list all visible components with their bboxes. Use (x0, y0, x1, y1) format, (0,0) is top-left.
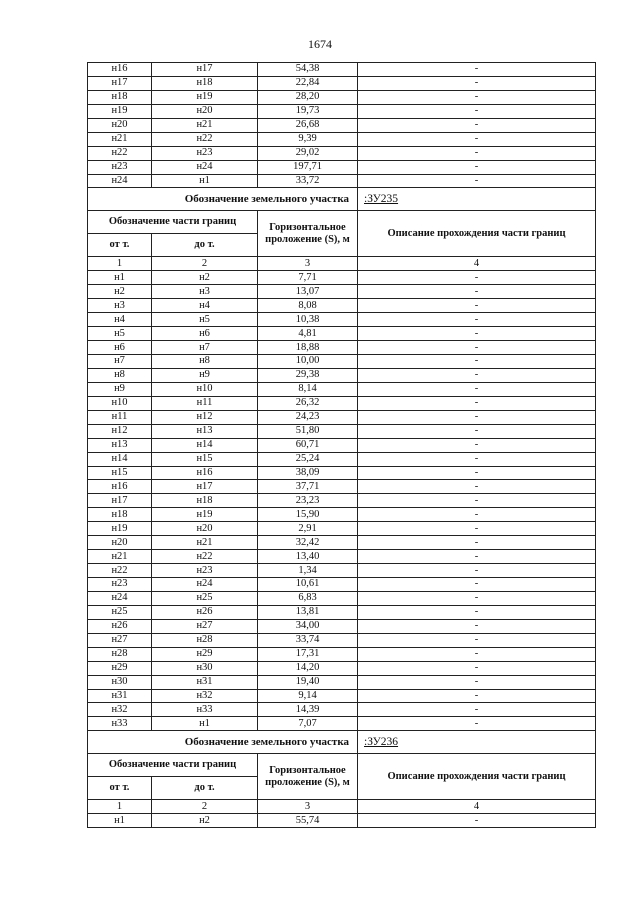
table-row (88, 118, 596, 132)
from-point-cell: н11 (88, 410, 152, 424)
to-point-cell: н13 (152, 424, 258, 438)
from-point-cell: н4 (88, 313, 152, 327)
column-number-cell: 2 (152, 800, 258, 814)
column-number-row (88, 800, 596, 814)
to-point-cell: н19 (152, 90, 258, 104)
column-header-row (88, 754, 596, 777)
column-number-cell: 1 (88, 800, 152, 814)
from-point-cell: н31 (88, 689, 152, 703)
table-row (88, 410, 596, 424)
to-point-cell: н5 (152, 313, 258, 327)
distance-cell: 4,81 (258, 327, 358, 341)
from-point-cell: н10 (88, 396, 152, 410)
from-point-cell: н14 (88, 452, 152, 466)
to-point-cell: н23 (152, 146, 258, 160)
to-point-cell: н9 (152, 368, 258, 382)
table-row (88, 271, 596, 285)
distance-cell: 33,74 (258, 633, 358, 647)
column-number-cell: 4 (358, 257, 596, 271)
boundary-table (87, 62, 596, 828)
table-row (88, 689, 596, 703)
from-point-cell: н30 (88, 675, 152, 689)
horizontal-distance-header: Горизонтальное проложение (S), м (258, 754, 358, 800)
from-point-cell: н25 (88, 605, 152, 619)
from-point-cell: н19 (88, 104, 152, 118)
to-point-cell: н14 (152, 438, 258, 452)
distance-cell: 29,02 (258, 146, 358, 160)
parcel-header-row (88, 188, 596, 211)
description-cell: - (358, 368, 596, 382)
column-number-cell: 3 (258, 800, 358, 814)
table-row (88, 132, 596, 146)
to-point-cell: н26 (152, 605, 258, 619)
distance-cell: 24,23 (258, 410, 358, 424)
distance-cell: 197,71 (258, 160, 358, 174)
description-cell: - (358, 438, 596, 452)
table-row (88, 675, 596, 689)
description-cell: - (358, 355, 596, 369)
to-point-cell: н12 (152, 410, 258, 424)
description-cell: - (358, 104, 596, 118)
distance-cell: 10,38 (258, 313, 358, 327)
table-row (88, 661, 596, 675)
to-point-cell: н27 (152, 619, 258, 633)
table-row (88, 285, 596, 299)
description-cell: - (358, 174, 596, 188)
description-cell: - (358, 675, 596, 689)
table-row (88, 146, 596, 160)
from-point-cell: н33 (88, 717, 152, 731)
table-row (88, 564, 596, 578)
description-cell: - (358, 591, 596, 605)
from-point-cell: н9 (88, 382, 152, 396)
parcel-header-row (88, 731, 596, 754)
description-cell: - (358, 396, 596, 410)
to-point-cell: н8 (152, 355, 258, 369)
distance-cell: 18,88 (258, 341, 358, 355)
from-point-cell: н17 (88, 76, 152, 90)
table-row (88, 522, 596, 536)
from-point-cell: н22 (88, 564, 152, 578)
description-cell: - (358, 285, 596, 299)
table-row (88, 327, 596, 341)
distance-cell: 22,84 (258, 76, 358, 90)
description-cell: - (358, 703, 596, 717)
table-row (88, 63, 596, 77)
to-point-cell: н24 (152, 160, 258, 174)
description-cell: - (358, 382, 596, 396)
distance-cell: 55,74 (258, 814, 358, 828)
distance-cell: 7,07 (258, 717, 358, 731)
from-point-cell: н27 (88, 633, 152, 647)
table-row (88, 466, 596, 480)
to-point-cell: н17 (152, 480, 258, 494)
distance-cell: 17,31 (258, 647, 358, 661)
table-row (88, 717, 596, 731)
distance-cell: 8,08 (258, 299, 358, 313)
to-point-cell: н24 (152, 578, 258, 592)
distance-cell: 51,80 (258, 424, 358, 438)
description-cell: - (358, 633, 596, 647)
distance-cell: 19,73 (258, 104, 358, 118)
table-row (88, 438, 596, 452)
distance-cell: 10,61 (258, 578, 358, 592)
description-cell: - (358, 480, 596, 494)
from-point-cell: н16 (88, 480, 152, 494)
table-row (88, 104, 596, 118)
description-cell: - (358, 341, 596, 355)
distance-cell: 9,14 (258, 689, 358, 703)
from-point-cell: н29 (88, 661, 152, 675)
to-point-cell: н3 (152, 285, 258, 299)
description-cell: - (358, 90, 596, 104)
from-point-cell: н5 (88, 327, 152, 341)
to-point-cell: н29 (152, 647, 258, 661)
description-cell: - (358, 536, 596, 550)
description-cell: - (358, 578, 596, 592)
table-row (88, 452, 596, 466)
table-row (88, 355, 596, 369)
description-cell: - (358, 647, 596, 661)
from-point-cell: н18 (88, 90, 152, 104)
from-point-cell: н23 (88, 578, 152, 592)
from-point-cell: н22 (88, 146, 152, 160)
distance-cell: 13,81 (258, 605, 358, 619)
description-cell: - (358, 410, 596, 424)
distance-cell: 23,23 (258, 494, 358, 508)
to-point-cell: н23 (152, 564, 258, 578)
table-row (88, 578, 596, 592)
from-point-cell: н24 (88, 591, 152, 605)
parcel-designation: :ЗУ236 (358, 731, 596, 754)
distance-cell: 7,71 (258, 271, 358, 285)
description-cell: - (358, 508, 596, 522)
to-point-cell: н32 (152, 689, 258, 703)
table-row (88, 313, 596, 327)
to-point-cell: н33 (152, 703, 258, 717)
description-cell: - (358, 313, 596, 327)
distance-cell: 60,71 (258, 438, 358, 452)
to-point-header: до т. (152, 777, 258, 800)
from-point-cell: н32 (88, 703, 152, 717)
from-point-cell: н17 (88, 494, 152, 508)
description-cell: - (358, 619, 596, 633)
from-point-cell: н8 (88, 368, 152, 382)
distance-cell: 28,20 (258, 90, 358, 104)
description-cell: - (358, 466, 596, 480)
table-row (88, 341, 596, 355)
table-row (88, 550, 596, 564)
table-row (88, 382, 596, 396)
column-number-row (88, 257, 596, 271)
distance-cell: 14,39 (258, 703, 358, 717)
description-cell: - (358, 146, 596, 160)
table-row (88, 494, 596, 508)
parcel-label: Обозначение земельного участка (88, 731, 358, 754)
description-cell: - (358, 522, 596, 536)
description-cell: - (358, 160, 596, 174)
description-cell: - (358, 452, 596, 466)
to-point-cell: н2 (152, 271, 258, 285)
table-row (88, 536, 596, 550)
to-point-header: до т. (152, 234, 258, 257)
from-point-cell: н15 (88, 466, 152, 480)
table-row (88, 174, 596, 188)
to-point-cell: н1 (152, 717, 258, 731)
to-point-cell: н16 (152, 466, 258, 480)
distance-cell: 33,72 (258, 174, 358, 188)
distance-cell: 2,91 (258, 522, 358, 536)
description-cell: - (358, 550, 596, 564)
description-cell: - (358, 814, 596, 828)
table-row (88, 605, 596, 619)
distance-cell: 29,38 (258, 368, 358, 382)
description-cell: - (358, 271, 596, 285)
table-row (88, 619, 596, 633)
from-point-cell: н18 (88, 508, 152, 522)
horizontal-distance-header: Горизонтальное проложение (S), м (258, 211, 358, 257)
description-cell: - (358, 424, 596, 438)
description-cell: - (358, 689, 596, 703)
to-point-cell: н21 (152, 536, 258, 550)
table-row (88, 424, 596, 438)
table-row (88, 90, 596, 104)
description-header: Описание прохождения части границ (358, 211, 596, 257)
from-point-cell: н2 (88, 285, 152, 299)
part-boundary-header: Обозначение части границ (88, 211, 258, 234)
from-point-cell: н1 (88, 814, 152, 828)
description-cell: - (358, 605, 596, 619)
to-point-cell: н17 (152, 63, 258, 77)
distance-cell: 26,32 (258, 396, 358, 410)
table-row (88, 368, 596, 382)
from-point-cell: н20 (88, 536, 152, 550)
distance-cell: 6,83 (258, 591, 358, 605)
from-point-cell: н24 (88, 174, 152, 188)
distance-cell: 14,20 (258, 661, 358, 675)
distance-cell: 1,34 (258, 564, 358, 578)
parcel-designation: :ЗУ235 (358, 188, 596, 211)
column-number-cell: 2 (152, 257, 258, 271)
table-row (88, 480, 596, 494)
distance-cell: 37,71 (258, 480, 358, 494)
table-row (88, 633, 596, 647)
table-row (88, 591, 596, 605)
table-row (88, 814, 596, 828)
distance-cell: 13,40 (258, 550, 358, 564)
distance-cell: 15,90 (258, 508, 358, 522)
column-number-cell: 4 (358, 800, 596, 814)
distance-cell: 34,00 (258, 619, 358, 633)
from-point-cell: н21 (88, 550, 152, 564)
to-point-cell: н22 (152, 132, 258, 146)
table-row (88, 508, 596, 522)
from-point-cell: н19 (88, 522, 152, 536)
page-number: 1674 (308, 37, 332, 51)
from-point-cell: н13 (88, 438, 152, 452)
from-point-cell: н21 (88, 132, 152, 146)
column-number-cell: 3 (258, 257, 358, 271)
distance-cell: 25,24 (258, 452, 358, 466)
table-row (88, 647, 596, 661)
column-header-row (88, 211, 596, 234)
distance-cell: 26,68 (258, 118, 358, 132)
distance-cell: 9,39 (258, 132, 358, 146)
parcel-label: Обозначение земельного участка (88, 188, 358, 211)
to-point-cell: н30 (152, 661, 258, 675)
description-cell: - (358, 63, 596, 77)
from-point-cell: н6 (88, 341, 152, 355)
description-cell: - (358, 494, 596, 508)
from-point-cell: н3 (88, 299, 152, 313)
description-cell: - (358, 299, 596, 313)
from-point-cell: н28 (88, 647, 152, 661)
description-cell: - (358, 118, 596, 132)
from-point-cell: н26 (88, 619, 152, 633)
to-point-cell: н25 (152, 591, 258, 605)
distance-cell: 8,14 (258, 382, 358, 396)
table-row (88, 160, 596, 174)
to-point-cell: н18 (152, 76, 258, 90)
from-point-cell: н7 (88, 355, 152, 369)
from-point-header: от т. (88, 234, 152, 257)
to-point-cell: н1 (152, 174, 258, 188)
description-cell: - (358, 327, 596, 341)
to-point-cell: н22 (152, 550, 258, 564)
from-point-header: от т. (88, 777, 152, 800)
to-point-cell: н20 (152, 104, 258, 118)
description-cell: - (358, 132, 596, 146)
column-number-cell: 1 (88, 257, 152, 271)
to-point-cell: н18 (152, 494, 258, 508)
to-point-cell: н4 (152, 299, 258, 313)
distance-cell: 19,40 (258, 675, 358, 689)
distance-cell: 13,07 (258, 285, 358, 299)
to-point-cell: н20 (152, 522, 258, 536)
from-point-cell: н1 (88, 271, 152, 285)
from-point-cell: н12 (88, 424, 152, 438)
description-cell: - (358, 717, 596, 731)
distance-cell: 32,42 (258, 536, 358, 550)
to-point-cell: н28 (152, 633, 258, 647)
distance-cell: 10,00 (258, 355, 358, 369)
description-cell: - (358, 661, 596, 675)
distance-cell: 54,38 (258, 63, 358, 77)
description-cell: - (358, 76, 596, 90)
to-point-cell: н31 (152, 675, 258, 689)
table-row (88, 76, 596, 90)
from-point-cell: н16 (88, 63, 152, 77)
description-cell: - (358, 564, 596, 578)
distance-cell: 38,09 (258, 466, 358, 480)
from-point-cell: н20 (88, 118, 152, 132)
description-header: Описание прохождения части границ (358, 754, 596, 800)
to-point-cell: н10 (152, 382, 258, 396)
to-point-cell: н6 (152, 327, 258, 341)
table-row (88, 703, 596, 717)
table-row (88, 396, 596, 410)
table-row (88, 299, 596, 313)
to-point-cell: н7 (152, 341, 258, 355)
to-point-cell: н11 (152, 396, 258, 410)
to-point-cell: н15 (152, 452, 258, 466)
to-point-cell: н19 (152, 508, 258, 522)
to-point-cell: н2 (152, 814, 258, 828)
to-point-cell: н21 (152, 118, 258, 132)
from-point-cell: н23 (88, 160, 152, 174)
part-boundary-header: Обозначение части границ (88, 754, 258, 777)
